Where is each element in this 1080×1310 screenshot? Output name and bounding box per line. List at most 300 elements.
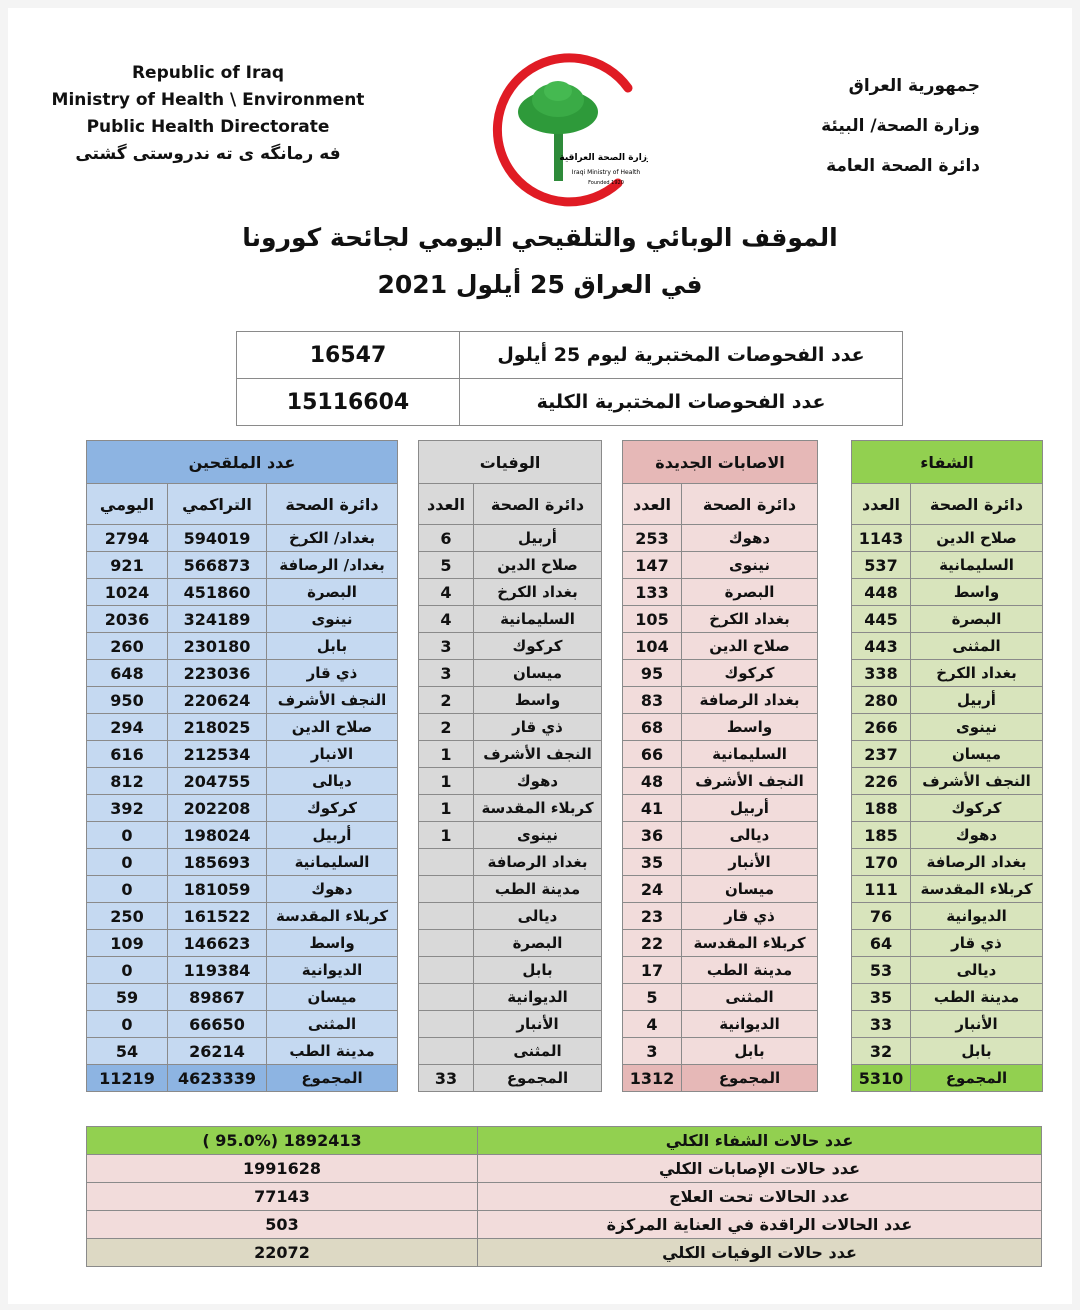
vaccinated-dept-cell: ذي قار (267, 660, 398, 687)
cases-dept-cell: ديالى (682, 822, 818, 849)
cases-row (623, 687, 818, 714)
vaccinated-cumulative-cell: 220624 (168, 687, 267, 714)
recovery-row (852, 552, 1043, 579)
deaths-dept-cell: بغداد الرصافة (474, 849, 602, 876)
vaccinated-cumulative-cell: 202208 (168, 795, 267, 822)
cases-row (623, 957, 818, 984)
cases-total: 1312 (623, 1065, 682, 1092)
vaccinated-daily-cell: 0 (87, 957, 168, 984)
deaths-dept-cell: كربلاء المقدسة (474, 795, 602, 822)
vaccinated-daily-cell: 0 (87, 876, 168, 903)
recovery-dept-cell: الأنبار (911, 1011, 1043, 1038)
cases-row (623, 822, 818, 849)
recovery-count-cell: 170 (852, 849, 911, 876)
cases-row (623, 903, 818, 930)
recovery-dept-cell: واسط (911, 579, 1043, 606)
deaths-count-cell: 1 (419, 822, 474, 849)
recovery-count-cell: 33 (852, 1011, 911, 1038)
vaccinated-row (87, 687, 398, 714)
total-tests-label: عدد الفحوصات المختبرية الكلية (460, 379, 903, 426)
deaths-row (419, 822, 602, 849)
vaccinated-daily-cell: 812 (87, 768, 168, 795)
vaccinated-dept-cell: ديالى (267, 768, 398, 795)
header-line-directorate: Public Health Directorate (86, 117, 330, 137)
deaths-count-cell (419, 876, 474, 903)
cases-count-cell: 147 (623, 552, 682, 579)
vaccinated-dept-cell: الديوانية (267, 957, 398, 984)
deaths-count-cell (419, 903, 474, 930)
vaccinated-row (87, 903, 398, 930)
vaccinated-daily-cell: 0 (87, 1011, 168, 1038)
vaccinated-daily-cell: 950 (87, 687, 168, 714)
vaccinated-daily-cell: 2794 (87, 525, 168, 552)
vaccinated-row (87, 606, 398, 633)
vaccinated-daily-cell: 54 (87, 1038, 168, 1065)
vaccinated-dept-cell: المثنى (267, 1011, 398, 1038)
recovery-count-cell: 53 (852, 957, 911, 984)
ministry-logo (478, 48, 648, 208)
vaccinated-row (87, 525, 398, 552)
daily-tests-label: عدد الفحوصات المختبرية ليوم 25 أيلول (460, 332, 903, 379)
deaths-count-cell (419, 984, 474, 1011)
recovery-row (852, 876, 1043, 903)
vaccinated-cumulative-cell: 212534 (168, 741, 267, 768)
header-ar-country: جمهورية العراق (848, 76, 980, 96)
recovery-count-cell: 76 (852, 903, 911, 930)
recovery-row (852, 606, 1043, 633)
recovery-count-cell: 35 (852, 984, 911, 1011)
recovery-row (852, 741, 1043, 768)
deaths-count-cell: 4 (419, 579, 474, 606)
cases-row (623, 849, 818, 876)
vaccinated-cumulative-cell: 181059 (168, 876, 267, 903)
vaccinated-row (87, 795, 398, 822)
recovery-count-cell: 237 (852, 741, 911, 768)
deaths-dept-cell: أربيل (474, 525, 602, 552)
cases-dept-cell: واسط (682, 714, 818, 741)
cases-count-cell: 66 (623, 741, 682, 768)
deaths-row (419, 660, 602, 687)
deaths-dept-cell: بابل (474, 957, 602, 984)
recovery-total: 5310 (852, 1065, 911, 1092)
vaccinated-daily-cell: 392 (87, 795, 168, 822)
cases-count-cell: 22 (623, 930, 682, 957)
recovery-dept-cell: نينوى (911, 714, 1043, 741)
vaccinated-cumulative-cell: 161522 (168, 903, 267, 930)
deaths-row (419, 768, 602, 795)
cases-row (623, 714, 818, 741)
cases-row (623, 606, 818, 633)
vaccinated-row (87, 633, 398, 660)
cases-row (623, 768, 818, 795)
header-ar-directorate: دائرة الصحة العامة (826, 156, 980, 176)
cases-title: الاصابات الجديدة (623, 441, 818, 484)
recovery-row (852, 768, 1043, 795)
recovery-count-cell: 537 (852, 552, 911, 579)
vaccinated-cumulative-cell: 198024 (168, 822, 267, 849)
vaccinated-cumulative-cell: 218025 (168, 714, 267, 741)
logo-subtext: Iraqi Ministry of Health (571, 169, 641, 176)
cases-count-cell: 24 (623, 876, 682, 903)
deaths-count-cell (419, 1038, 474, 1065)
cases-dept-cell: بابل (682, 1038, 818, 1065)
recovery-dept-cell: ذي قار (911, 930, 1043, 957)
cases-dept-cell: كركوك (682, 660, 818, 687)
cases-table (622, 440, 818, 1092)
deaths-dept-cell: البصرة (474, 930, 602, 957)
summary-value: 77143 (87, 1183, 478, 1211)
recovery-count-cell: 64 (852, 930, 911, 957)
recovery-row (852, 1038, 1043, 1065)
vaccinated-cumulative-cell: 66650 (168, 1011, 267, 1038)
recovery-dept-cell: ميسان (911, 741, 1043, 768)
deaths-col-dept: دائرة الصحة (474, 484, 602, 525)
deaths-dept-cell: واسط (474, 687, 602, 714)
vaccinated-dept-cell: بابل (267, 633, 398, 660)
header-ar-ministry: وزارة الصحة/ البيئة (821, 116, 980, 136)
vaccinated-row (87, 741, 398, 768)
vaccinated-cumulative-cell: 324189 (168, 606, 267, 633)
vaccinated-row (87, 552, 398, 579)
logo-year: Founded 1920 (588, 180, 624, 186)
cases-dept-cell: نينوى (682, 552, 818, 579)
vaccinated-daily-cell: 0 (87, 822, 168, 849)
recovery-count-cell: 111 (852, 876, 911, 903)
vaccinated-dept-cell: كركوك (267, 795, 398, 822)
lab-tests-table (236, 331, 903, 426)
deaths-count-cell: 3 (419, 633, 474, 660)
recovery-dept-cell: الديوانية (911, 903, 1043, 930)
cases-dept-cell: ذي قار (682, 903, 818, 930)
deaths-dept-cell: صلاح الدين (474, 552, 602, 579)
cases-row (623, 525, 818, 552)
recovery-dept-cell: دهوك (911, 822, 1043, 849)
recovery-count-cell: 1143 (852, 525, 911, 552)
deaths-count-cell: 2 (419, 687, 474, 714)
vaccinated-row (87, 849, 398, 876)
deaths-row (419, 525, 602, 552)
cases-col-count: العدد (623, 484, 682, 525)
cases-count-cell: 35 (623, 849, 682, 876)
cases-row (623, 633, 818, 660)
recovery-row (852, 822, 1043, 849)
vaccinated-daily-cell: 2036 (87, 606, 168, 633)
vaccinated-col-daily: اليومي (87, 484, 168, 525)
deaths-count-cell: 4 (419, 606, 474, 633)
cases-dept-cell: أربيل (682, 795, 818, 822)
recovery-count-cell: 448 (852, 579, 911, 606)
deaths-row (419, 876, 602, 903)
cases-count-cell: 4 (623, 1011, 682, 1038)
recovery-dept-cell: مدينة الطب (911, 984, 1043, 1011)
vaccinated-cumulative-cell: 146623 (168, 930, 267, 957)
vaccinated-cumulative-cell: 566873 (168, 552, 267, 579)
header-line-ministry: Ministry of Health \ Environment (51, 90, 365, 110)
recovery-row (852, 984, 1043, 1011)
deaths-row (419, 552, 602, 579)
recovery-dept-cell: ديالى (911, 957, 1043, 984)
recovery-row (852, 687, 1043, 714)
deaths-count-cell: 5 (419, 552, 474, 579)
deaths-dept-cell: الأنبار (474, 1011, 602, 1038)
header-english (48, 60, 368, 168)
vaccinated-row (87, 930, 398, 957)
recovery-row (852, 1011, 1043, 1038)
deaths-count-cell: 1 (419, 741, 474, 768)
recovery-row (852, 957, 1043, 984)
vaccinated-dept-cell: ميسان (267, 984, 398, 1011)
cases-dept-cell: الأنبار (682, 849, 818, 876)
recovery-dept-cell: أربيل (911, 687, 1043, 714)
cases-row (623, 579, 818, 606)
recovery-dept-cell: المثنى (911, 633, 1043, 660)
summary-label: عدد حالات الإصابات الكلي (478, 1155, 1042, 1183)
deaths-dept-cell: المثنى (474, 1038, 602, 1065)
vaccinated-cumulative-cell: 89867 (168, 984, 267, 1011)
vaccinated-dept-cell: مدينة الطب (267, 1038, 398, 1065)
deaths-row (419, 1011, 602, 1038)
vaccinated-title: عدد الملقحين (87, 441, 398, 484)
vaccinated-dept-cell: بغداد/ الرصافة (267, 552, 398, 579)
cases-row (623, 984, 818, 1011)
vaccinated-cumulative-cell: 451860 (168, 579, 267, 606)
vaccinated-cumulative-cell: 26214 (168, 1038, 267, 1065)
vaccinated-dept-cell: واسط (267, 930, 398, 957)
vaccinated-total-daily: 11219 (87, 1065, 168, 1092)
deaths-dept-cell: نينوى (474, 822, 602, 849)
recovery-total-label: المجموع (911, 1065, 1043, 1092)
recovery-row (852, 930, 1043, 957)
vaccinated-daily-cell: 1024 (87, 579, 168, 606)
header-arabic (821, 66, 980, 186)
deaths-count-cell: 1 (419, 768, 474, 795)
vaccinated-dept-cell: البصرة (267, 579, 398, 606)
vaccinated-cumulative-cell: 185693 (168, 849, 267, 876)
deaths-row (419, 903, 602, 930)
vaccinated-col-dept: دائرة الصحة (267, 484, 398, 525)
deaths-table (418, 440, 602, 1092)
deaths-row (419, 957, 602, 984)
summary-label: عدد حالات الوفيات الكلي (478, 1239, 1042, 1267)
deaths-row (419, 687, 602, 714)
recovery-table (851, 440, 1043, 1092)
recovery-count-cell: 185 (852, 822, 911, 849)
vaccinated-row (87, 579, 398, 606)
cases-count-cell: 68 (623, 714, 682, 741)
vaccinated-daily-cell: 921 (87, 552, 168, 579)
recovery-count-cell: 266 (852, 714, 911, 741)
cases-row (623, 876, 818, 903)
deaths-dept-cell: مدينة الطب (474, 876, 602, 903)
cases-count-cell: 104 (623, 633, 682, 660)
cases-count-cell: 5 (623, 984, 682, 1011)
cases-count-cell: 253 (623, 525, 682, 552)
recovery-count-cell: 188 (852, 795, 911, 822)
recovery-row (852, 714, 1043, 741)
total-tests-value: 15116604 (237, 379, 460, 426)
cases-count-cell: 23 (623, 903, 682, 930)
vaccinated-dept-cell: الانبار (267, 741, 398, 768)
cases-count-cell: 17 (623, 957, 682, 984)
deaths-dept-cell: ذي قار (474, 714, 602, 741)
summary-row (87, 1239, 1042, 1267)
recovery-dept-cell: بغداد الرصافة (911, 849, 1043, 876)
vaccinated-col-cum: التراكمي (168, 484, 267, 525)
cases-row (623, 1011, 818, 1038)
summary-label: عدد حالات الشفاء الكلي (478, 1127, 1042, 1155)
cases-dept-cell: بغداد الكرخ (682, 606, 818, 633)
recovery-col-dept: دائرة الصحة (911, 484, 1043, 525)
recovery-dept-cell: بابل (911, 1038, 1043, 1065)
cases-row (623, 741, 818, 768)
header-line-country: Republic of Iraq (131, 63, 285, 83)
cases-count-cell: 41 (623, 795, 682, 822)
vaccinated-daily-cell: 294 (87, 714, 168, 741)
vaccinated-dept-cell: السليمانية (267, 849, 398, 876)
recovery-row (852, 903, 1043, 930)
deaths-total-label: المجموع (474, 1065, 602, 1092)
summary-value: 503 (87, 1211, 478, 1239)
cases-dept-cell: كربلاء المقدسة (682, 930, 818, 957)
deaths-row (419, 579, 602, 606)
deaths-row (419, 1038, 602, 1065)
cases-row (623, 552, 818, 579)
cases-count-cell: 3 (623, 1038, 682, 1065)
vaccinated-total-cum: 4623339 (168, 1065, 267, 1092)
summary-value: 22072 (87, 1239, 478, 1267)
recovery-dept-cell: صلاح الدين (911, 525, 1043, 552)
vaccinated-row (87, 822, 398, 849)
recovery-dept-cell: كربلاء المقدسة (911, 876, 1043, 903)
deaths-count-cell (419, 930, 474, 957)
vaccinated-cumulative-cell: 204755 (168, 768, 267, 795)
summary-label: عدد الحالات الراقدة في العناية المركزة (478, 1211, 1042, 1239)
cases-dept-cell: البصرة (682, 579, 818, 606)
deaths-dept-cell: كركوك (474, 633, 602, 660)
vaccinated-row (87, 714, 398, 741)
recovery-count-cell: 32 (852, 1038, 911, 1065)
cases-dept-cell: صلاح الدين (682, 633, 818, 660)
vaccinated-daily-cell: 260 (87, 633, 168, 660)
recovery-dept-cell: بغداد الكرخ (911, 660, 1043, 687)
deaths-title: الوفيات (419, 441, 602, 484)
cases-col-dept: دائرة الصحة (682, 484, 818, 525)
deaths-dept-cell: النجف الأشرف (474, 741, 602, 768)
header-line-kurdish: فه رمانگه ى ته ندروستى گشتى (75, 144, 341, 164)
deaths-col-count: العدد (419, 484, 474, 525)
recovery-dept-cell: البصرة (911, 606, 1043, 633)
vaccinated-row (87, 984, 398, 1011)
recovery-title: الشفاء (852, 441, 1043, 484)
deaths-row (419, 741, 602, 768)
cases-count-cell: 83 (623, 687, 682, 714)
recovery-count-cell: 443 (852, 633, 911, 660)
logo-text: وزارة الصحة العراقية (559, 153, 648, 163)
vaccinated-daily-cell: 59 (87, 984, 168, 1011)
deaths-count-cell: 3 (419, 660, 474, 687)
recovery-dept-cell: السليمانية (911, 552, 1043, 579)
deaths-row (419, 633, 602, 660)
deaths-row (419, 984, 602, 1011)
deaths-count-cell (419, 957, 474, 984)
vaccinated-row (87, 1038, 398, 1065)
recovery-count-cell: 445 (852, 606, 911, 633)
cases-dept-cell: المثنى (682, 984, 818, 1011)
summary-label: عدد الحالات تحت العلاج (478, 1183, 1042, 1211)
vaccinated-dept-cell: بغداد/ الكرخ (267, 525, 398, 552)
recovery-row (852, 660, 1043, 687)
vaccinated-dept-cell: كربلاء المقدسة (267, 903, 398, 930)
recovery-row (852, 579, 1043, 606)
report-subtitle: في العراق 25 أيلول 2021 (377, 270, 703, 299)
cases-total-label: المجموع (682, 1065, 818, 1092)
recovery-row (852, 633, 1043, 660)
recovery-row (852, 795, 1043, 822)
recovery-count-cell: 226 (852, 768, 911, 795)
deaths-dept-cell: ديالى (474, 903, 602, 930)
vaccinated-total-label: المجموع (267, 1065, 398, 1092)
vaccinated-row (87, 660, 398, 687)
deaths-count-cell (419, 1011, 474, 1038)
vaccinated-dept-cell: نينوى (267, 606, 398, 633)
deaths-dept-cell: دهوك (474, 768, 602, 795)
vaccinated-row (87, 876, 398, 903)
vaccinated-dept-cell: صلاح الدين (267, 714, 398, 741)
deaths-count-cell: 1 (419, 795, 474, 822)
cases-row (623, 660, 818, 687)
vaccinated-daily-cell: 616 (87, 741, 168, 768)
daily-tests-value: 16547 (237, 332, 460, 379)
deaths-total: 33 (419, 1065, 474, 1092)
vaccinated-table (86, 440, 398, 1092)
deaths-row (419, 849, 602, 876)
deaths-count-cell: 6 (419, 525, 474, 552)
vaccinated-daily-cell: 250 (87, 903, 168, 930)
summary-row (87, 1211, 1042, 1239)
deaths-count-cell: 2 (419, 714, 474, 741)
deaths-dept-cell: السليمانية (474, 606, 602, 633)
cases-dept-cell: بغداد الرصافة (682, 687, 818, 714)
recovery-row (852, 849, 1043, 876)
deaths-dept-cell: ميسان (474, 660, 602, 687)
vaccinated-row (87, 1011, 398, 1038)
recovery-row (852, 525, 1043, 552)
cases-dept-cell: النجف الأشرف (682, 768, 818, 795)
vaccinated-cumulative-cell: 230180 (168, 633, 267, 660)
vaccinated-cumulative-cell: 594019 (168, 525, 267, 552)
summary-value: ( 95.0%) 1892413 (87, 1127, 478, 1155)
cases-count-cell: 36 (623, 822, 682, 849)
summary-row (87, 1127, 1042, 1155)
recovery-dept-cell: كركوك (911, 795, 1043, 822)
deaths-dept-cell: بغداد الكرخ (474, 579, 602, 606)
vaccinated-dept-cell: أربيل (267, 822, 398, 849)
deaths-row (419, 606, 602, 633)
cases-count-cell: 48 (623, 768, 682, 795)
recovery-dept-cell: النجف الأشرف (911, 768, 1043, 795)
cases-count-cell: 133 (623, 579, 682, 606)
vaccinated-dept-cell: النجف الأشرف (267, 687, 398, 714)
vaccinated-daily-cell: 0 (87, 849, 168, 876)
report-title: الموقف الوبائي والتلقيحي اليومي لجائحة كورونا (242, 223, 838, 252)
deaths-row (419, 714, 602, 741)
deaths-row (419, 795, 602, 822)
vaccinated-daily-cell: 109 (87, 930, 168, 957)
deaths-count-cell (419, 849, 474, 876)
cases-dept-cell: مدينة الطب (682, 957, 818, 984)
cases-count-cell: 105 (623, 606, 682, 633)
cases-dept-cell: دهوك (682, 525, 818, 552)
